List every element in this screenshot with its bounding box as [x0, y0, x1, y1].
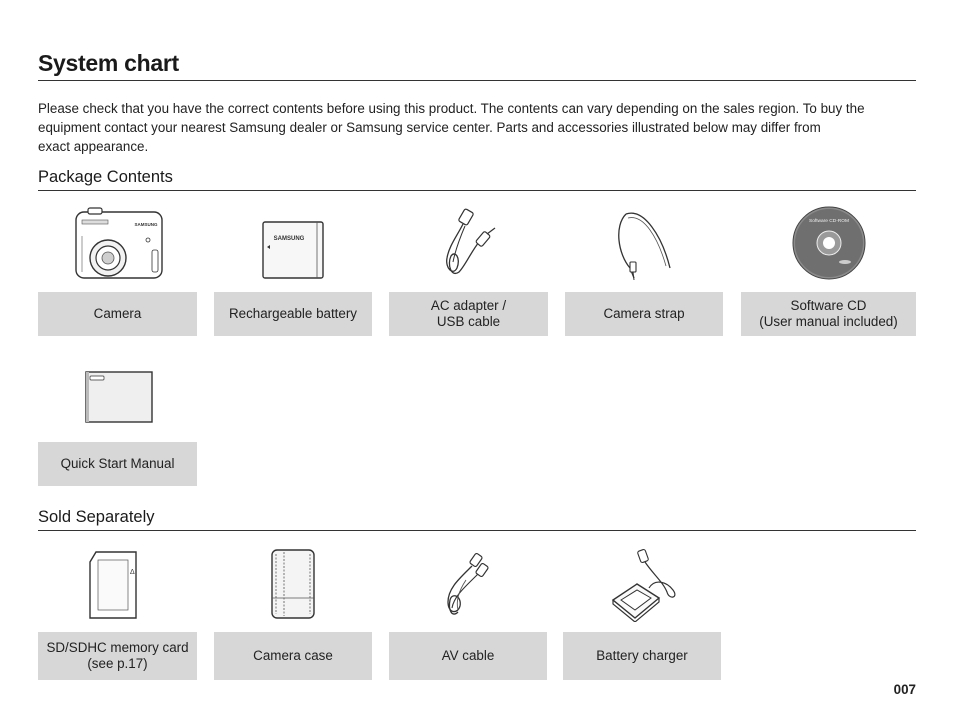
- label-line: Quick Start Manual: [60, 456, 175, 471]
- label-line: USB cable: [436, 314, 501, 329]
- sold-separately-heading: Sold Separately: [38, 508, 155, 526]
- label-line: Rechargeable battery: [228, 306, 358, 321]
- package-contents-divider: [38, 190, 916, 191]
- battery-icon: [253, 206, 333, 284]
- sd-card-icon: [78, 548, 158, 622]
- camera-icon: [68, 206, 168, 284]
- usb-cable-icon: [429, 206, 509, 284]
- intro-line: equipment contact your nearest Samsung dealer or Samsung service center. Parts and accessories illustrated below may differ from: [38, 120, 821, 135]
- label-camera-strap: [565, 292, 723, 336]
- label-line: AC adapter /: [430, 298, 507, 313]
- label-ac-adapter: [389, 292, 548, 336]
- camera-brand-text: SAMSUNG: [133, 222, 158, 227]
- label-software-cd: [741, 292, 916, 336]
- cd-disc-text: Software CD-ROM: [808, 219, 849, 224]
- label-line: SD/SDHC memory card: [46, 640, 189, 655]
- label-sd-card: [38, 632, 197, 680]
- label-line: (see p.17): [87, 656, 148, 671]
- label-battery-charger: [563, 632, 721, 680]
- label-line: Camera: [93, 306, 142, 321]
- manual-icon: [78, 362, 158, 428]
- sold-separately-divider: [38, 530, 916, 531]
- intro-paragraph: [38, 99, 918, 156]
- battery-brand-text: SAMSUNG: [273, 236, 305, 242]
- page-number: 007: [893, 682, 916, 697]
- battery-charger-icon: [597, 548, 687, 622]
- package-contents-heading: Package Contents: [38, 168, 173, 186]
- label-line: Camera case: [253, 648, 333, 663]
- label-rechargeable-battery: [214, 292, 372, 336]
- label-line: Battery charger: [596, 648, 688, 663]
- page-title: System chart: [38, 50, 179, 76]
- intro-line: Please check that you have the correct contents before using this product. The contents can vary depending on the sales region. To buy the: [38, 101, 865, 116]
- strap-icon: [604, 206, 684, 284]
- camera-case-icon: [253, 548, 333, 622]
- title-divider: [38, 80, 916, 81]
- label-av-cable: [389, 632, 547, 680]
- svg-text:Δ: Δ: [129, 569, 135, 576]
- label-quick-start-manual: [38, 442, 197, 486]
- cd-icon: [789, 206, 869, 284]
- intro-line: exact appearance.: [38, 139, 149, 154]
- av-cable-icon: [428, 548, 508, 622]
- label-line: AV cable: [441, 648, 495, 663]
- label-line: Camera strap: [603, 306, 685, 321]
- label-camera-case: [214, 632, 372, 680]
- label-line: Software CD: [790, 298, 867, 313]
- label-camera: [38, 292, 197, 336]
- label-line: (User manual included): [759, 314, 898, 329]
